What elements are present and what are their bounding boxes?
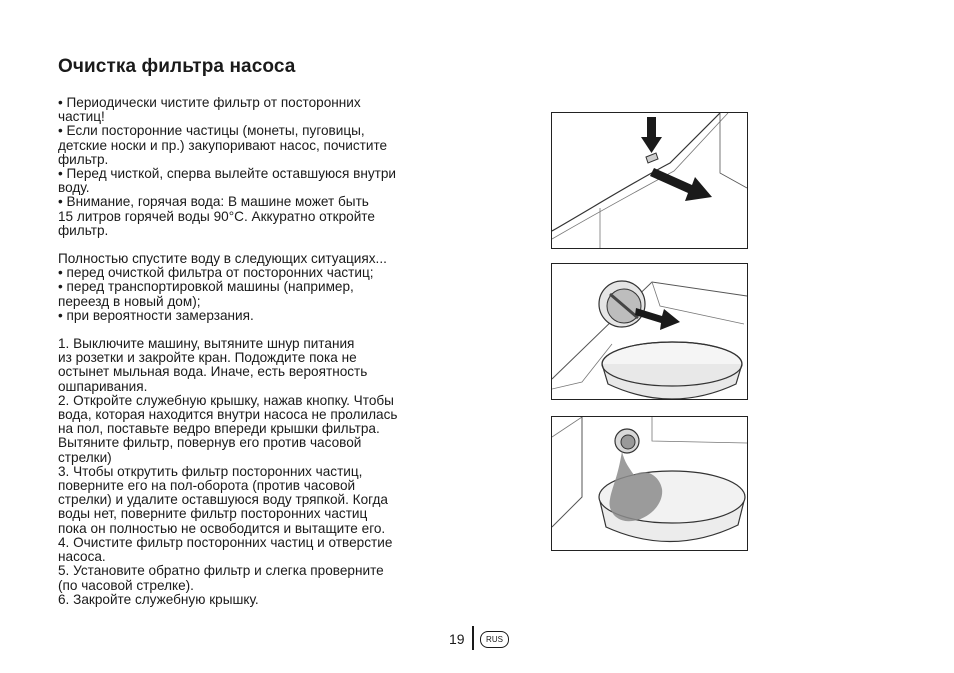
text-line: детские носки и пр.) закупоривают насос, почистите bbox=[58, 137, 388, 153]
text-line: стрелки) и удалите оставшуюся воду тряпкой. Когда bbox=[58, 492, 388, 508]
text-line: из розетки и закройте кран. Подождите пока не bbox=[58, 350, 357, 366]
text-line: 1. Выключите машину, вытяните шнур питания bbox=[58, 336, 355, 352]
figure-draining-water bbox=[551, 416, 748, 551]
instruction-text bbox=[58, 96, 473, 607]
text-line: • Перед чисткой, сперва вылейте оставшуюся внутри bbox=[58, 166, 397, 182]
text-line: • при вероятности замерзания. bbox=[58, 307, 254, 323]
text-line: ошпаривания. bbox=[58, 378, 148, 394]
text-line: фильтр. bbox=[58, 222, 109, 238]
text-line: 4. Очистите фильтр посторонних частиц и отверстие bbox=[58, 534, 393, 550]
footer-divider bbox=[472, 626, 474, 650]
text-line: 5. Установите обратно фильтр и слегка проверните bbox=[58, 563, 384, 579]
text-line: Вытяните фильтр, повернув его против часовой bbox=[58, 435, 362, 451]
text-line: (по часовой стрелке). bbox=[58, 577, 194, 593]
text-line: • перед очисткой фильтра от посторонних частиц; bbox=[58, 265, 374, 281]
text-line: вода, которая находится внутри насоса не пролилась bbox=[58, 407, 398, 423]
page-number: 19 bbox=[449, 631, 465, 647]
text-line: 2. Откройте служебную крышку, нажав кнопку. Чтобы bbox=[58, 392, 394, 408]
paragraph-gap bbox=[58, 238, 473, 252]
text-line: остынет мыльная вода. Иначе, есть вероятность bbox=[58, 364, 368, 380]
text-line: фильтр. bbox=[58, 151, 109, 167]
text-line: • перед транспортировкой машины (например, bbox=[58, 279, 354, 295]
text-line: • Периодически чистите фильтр от посторонних bbox=[58, 95, 361, 110]
text-line: • Внимание, горячая вода: В машине может быть bbox=[58, 194, 369, 210]
text-line: воду. bbox=[58, 180, 90, 196]
text-line: воды нет, поверните фильтр посторонних частиц bbox=[58, 506, 368, 522]
text-line: • Если посторонние частицы (монеты, пуговицы, bbox=[58, 123, 365, 139]
text-line: переезд в новый дом); bbox=[58, 293, 201, 309]
figure-filter-and-bucket bbox=[551, 263, 748, 400]
text-line: насоса. bbox=[58, 549, 106, 565]
page-title: Очистка фильтра насоса bbox=[58, 56, 296, 77]
text-line: Полностью спустите воду в следующих ситуациях... bbox=[58, 251, 387, 267]
text-line: 15 литров горячей воды 90°С. Аккуратно откройте bbox=[58, 208, 375, 224]
text-line: пока он полностью не освободится и вытащите его. bbox=[58, 520, 386, 536]
text-line: стрелки) bbox=[58, 449, 112, 465]
paragraph-gap bbox=[58, 323, 473, 337]
text-line: на пол, поставьте ведро впереди крышки фильтра. bbox=[58, 421, 380, 437]
text-line: 3. Чтобы открутить фильтр посторонних частиц, bbox=[58, 463, 363, 479]
figure-open-service-cover bbox=[551, 112, 748, 249]
text-line: поверните его на пол-оборота (против часовой bbox=[58, 478, 356, 494]
language-badge: RUS bbox=[480, 631, 509, 648]
text-line: частиц! bbox=[58, 109, 105, 125]
text-line: 6. Закройте служебную крышку. bbox=[58, 591, 259, 607]
